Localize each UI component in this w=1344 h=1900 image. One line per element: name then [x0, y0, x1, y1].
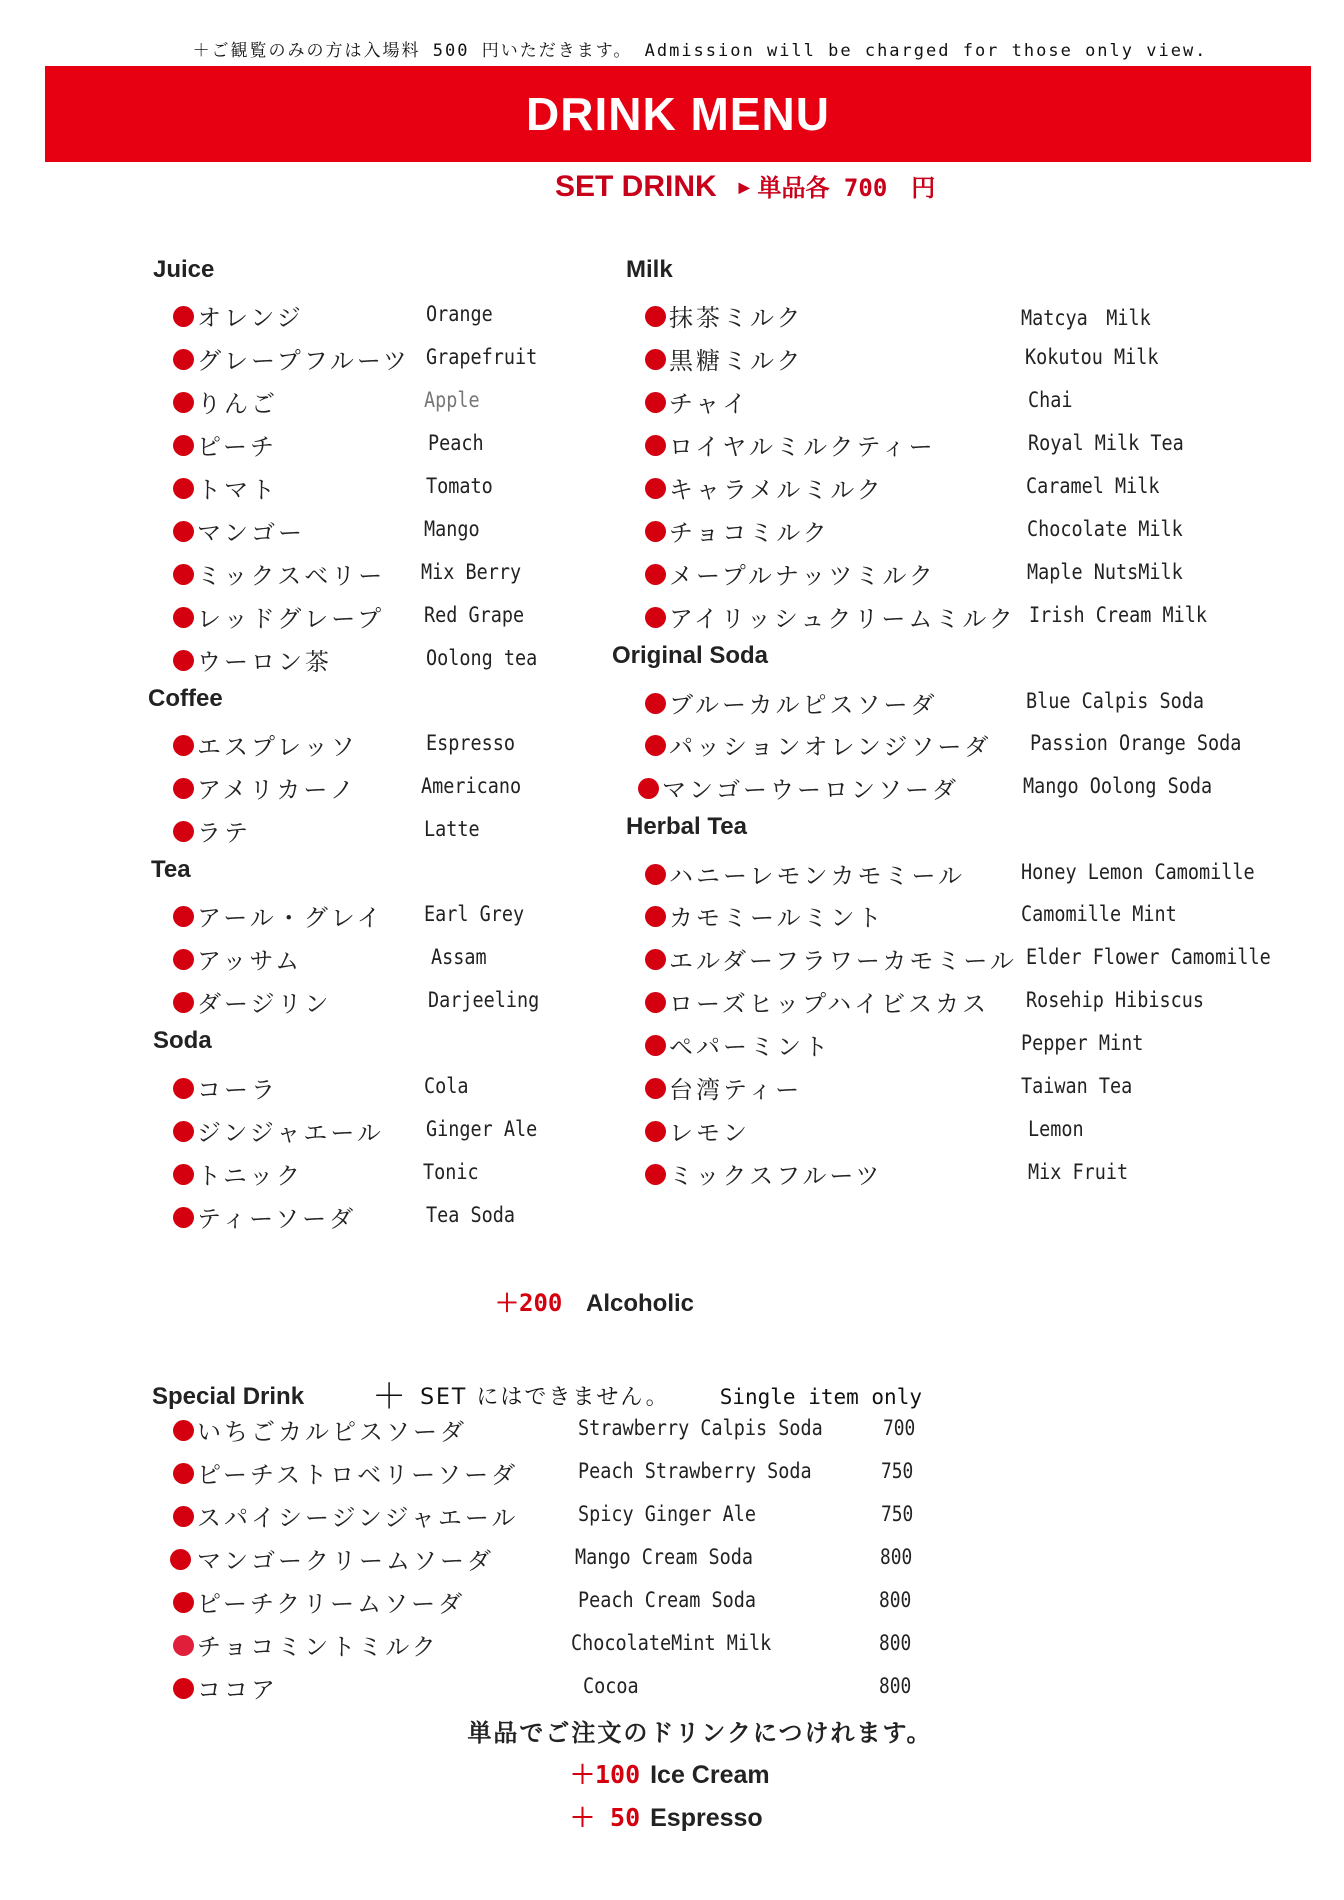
item-name-en: Spicy Ginger Ale: [578, 1502, 757, 1526]
bullet-dot-icon: [638, 778, 659, 799]
item-name-jp: ロイヤルミルクティー: [669, 433, 936, 461]
category-tea: Tea: [151, 856, 191, 883]
set-drink-label: SET DRINK: [555, 170, 717, 203]
item-name-jp: レッドグレープ: [197, 605, 385, 633]
bullet-dot-icon: [173, 478, 194, 499]
item-name-jp: ピーチ: [197, 433, 278, 461]
item-name-en: Peach Cream Soda: [578, 1588, 757, 1612]
category-juice: Juice: [153, 256, 215, 283]
bullet-dot-icon: [645, 1121, 666, 1142]
item-name-en: Tonic: [423, 1160, 479, 1184]
item-price: 800: [880, 1545, 913, 1569]
item-name-en: Americano: [421, 774, 522, 798]
item-name-en: Passion Orange Soda: [1030, 731, 1242, 755]
alcoholic-surcharge: [495, 1283, 694, 1318]
item-name-en: Taiwan Tea: [1021, 1074, 1133, 1098]
item-price: 800: [879, 1674, 912, 1698]
bullet-dot-icon: [173, 1207, 194, 1228]
bullet-dot-icon: [173, 1078, 194, 1099]
item-name-jp: ティーソーダ: [197, 1205, 357, 1233]
item-name-en: Latte: [424, 817, 480, 841]
category-milk: Milk: [626, 256, 673, 283]
item-name-en: Mix Fruit: [1028, 1160, 1129, 1184]
item-name-jp: ラテ: [197, 819, 251, 847]
special-drink-title: Special Drink: [152, 1383, 305, 1410]
menu-title-banner: [45, 66, 1311, 162]
item-name-jp: ピーチストロベリーソーダ: [197, 1461, 519, 1489]
item-name-en: Royal Milk Tea: [1028, 431, 1184, 455]
item-name-en: Apple: [424, 388, 480, 412]
item-name-jp: パッションオレンジソーダ: [669, 733, 992, 761]
item-name-en: Maple NutsMilk: [1027, 560, 1183, 584]
item-price: 800: [879, 1588, 912, 1612]
bullet-dot-icon: [173, 992, 194, 1013]
item-name-jp: アッサム: [197, 947, 303, 975]
item-name-jp: メープルナッツミルク: [669, 562, 936, 590]
item-name-en: Mango: [424, 517, 480, 541]
item-name-jp: エルダーフラワーカモミール: [669, 947, 1017, 975]
bullet-dot-icon: [645, 906, 666, 927]
bullet-dot-icon: [173, 521, 194, 542]
bullet-dot-icon: [645, 735, 666, 756]
item-name-jp: いちごカルピスソーダ: [197, 1418, 467, 1446]
item-price: 700: [883, 1416, 916, 1440]
item-name-en: Tea Soda: [426, 1203, 516, 1227]
bullet-dot-icon: [173, 392, 194, 413]
item-name-en: Orange: [426, 302, 493, 326]
item-price: 800: [879, 1631, 912, 1655]
bullet-dot-icon: [170, 1549, 191, 1570]
bullet-dot-icon: [173, 1121, 194, 1142]
bullet-dot-icon: [645, 864, 666, 885]
item-name-jp: アメリカーノ: [197, 776, 357, 804]
item-name-jp: 黒糖ミルク: [669, 347, 804, 375]
item-name-jp: ペパーミント: [669, 1033, 831, 1061]
menu-title: DRINK MENU: [526, 88, 830, 140]
item-name-jp: チョコミルク: [669, 519, 830, 547]
item-name-en: Blue Calpis Soda: [1026, 689, 1205, 713]
item-name-en: Lemon: [1028, 1117, 1084, 1141]
special-drink-header: [152, 1369, 922, 1418]
item-name-en: Chocolate Milk: [1027, 517, 1183, 541]
alcoholic-price: ＋200: [495, 1289, 563, 1317]
item-price: 750: [881, 1502, 914, 1526]
item-name-jp: チャイ: [669, 390, 750, 418]
bullet-dot-icon: [173, 1463, 194, 1484]
item-name-en: Mango Cream Soda: [575, 1545, 754, 1569]
bullet-dot-icon: [173, 607, 194, 628]
item-name-en: Rosehip Hibiscus: [1026, 988, 1205, 1012]
bullet-dot-icon: [173, 1592, 194, 1613]
item-name-jp: チョコミントミルク: [197, 1633, 439, 1661]
item-name-jp: 抹茶ミルク: [669, 304, 804, 332]
item-name-jp: グレープフルーツ: [197, 347, 410, 375]
addon-price: ＋ 50: [570, 1803, 641, 1832]
item-name-en: Peach: [428, 431, 484, 455]
item-name-en: ChocolateMint Milk: [571, 1631, 772, 1655]
addon-item: [570, 1798, 763, 1834]
item-name-en: Espresso: [426, 731, 516, 755]
item-name-jp: エスプレッソ: [197, 733, 358, 761]
bullet-dot-icon: [645, 521, 666, 542]
bullet-dot-icon: [645, 607, 666, 628]
bullet-dot-icon: [173, 1678, 194, 1699]
item-name-jp: レモン: [669, 1119, 750, 1147]
item-price: 750: [881, 1459, 914, 1483]
bullet-dot-icon: [173, 650, 194, 671]
addon-label: Espresso: [650, 1804, 763, 1832]
item-name-en: Assam: [431, 945, 487, 969]
item-name-jp: ダージリン: [197, 990, 332, 1018]
item-name-en: Cola: [424, 1074, 469, 1098]
item-name-jp: マンゴーウーロンソーダ: [662, 776, 959, 804]
bullet-dot-icon: [173, 735, 194, 756]
item-name-en: Kokutou Milk: [1025, 345, 1159, 369]
item-name-en: Peach Strawberry Soda: [578, 1459, 812, 1483]
item-name-en: Honey Lemon Camomille: [1021, 860, 1255, 884]
bullet-dot-icon: [645, 349, 666, 370]
item-name-jp: アール・グレイ: [197, 904, 384, 932]
category-coffee: Coffee: [148, 685, 223, 712]
item-name-en: Ginger Ale: [426, 1117, 538, 1141]
alcoholic-label: Alcoholic: [586, 1290, 695, 1317]
bullet-dot-icon: [173, 435, 194, 456]
item-name-jp: ミックスベリー: [197, 562, 386, 590]
item-name-en: Pepper Mint: [1021, 1031, 1144, 1055]
item-name-en: Chai: [1028, 388, 1073, 412]
item-name-en: Red Grape: [424, 603, 525, 627]
item-name-jp: 台湾ティー: [669, 1076, 803, 1104]
item-name-jp: りんご: [197, 390, 278, 418]
bullet-dot-icon: [645, 564, 666, 585]
item-name-jp: トマト: [197, 476, 278, 504]
bullet-dot-icon: [173, 1506, 194, 1527]
bullet-dot-icon: [173, 1420, 194, 1441]
item-name-jp: ローズヒップハイビスカス: [669, 990, 990, 1018]
item-name-jp: ハニーレモンカモミール: [669, 862, 966, 890]
admission-notice: ＋ご観覧のみの方は入場料 500 円いただきます。 Admission will be charged for those only view.: [192, 41, 1208, 61]
item-name-en: Elder Flower Camomille: [1026, 945, 1271, 969]
item-name-en: Caramel Milk: [1026, 474, 1160, 498]
item-name-jp: ミックスフルーツ: [669, 1162, 883, 1190]
bullet-dot-icon: [645, 1035, 666, 1056]
single-item-note: Single item only: [719, 1385, 922, 1409]
bullet-dot-icon: [173, 821, 194, 842]
item-name-en: Grapefruit: [426, 345, 538, 369]
special-note: SET にはできません。: [420, 1385, 670, 1410]
item-name-jp: アイリッシュクリームミルク: [669, 605, 1016, 633]
bullet-dot-icon: [173, 564, 194, 585]
item-name-jp: ココア: [197, 1676, 278, 1704]
bullet-dot-icon: [645, 478, 666, 499]
item-name-jp: ウーロン茶: [197, 648, 332, 676]
bullet-dot-icon: [173, 1164, 194, 1185]
addon-note: 単品でご注文のドリンクにつけれます。: [467, 1719, 933, 1747]
bullet-dot-icon: [645, 693, 666, 714]
item-name-en: Strawberry Calpis Soda: [578, 1416, 823, 1440]
item-name-jp: トニック: [197, 1162, 304, 1190]
bullet-dot-icon: [173, 306, 194, 327]
addon-price: ＋100: [570, 1760, 641, 1789]
addon-item: [570, 1755, 770, 1791]
item-name-en: Earl Grey: [424, 902, 525, 926]
item-name-en: Camomille Mint: [1021, 902, 1177, 926]
item-name-jp: マンゴー: [197, 519, 305, 547]
item-name-jp: カモミールミント: [669, 904, 885, 932]
item-name-en: Matcya Milk: [1021, 306, 1151, 330]
item-name-jp: コーラ: [197, 1076, 278, 1104]
addon-label: Ice Cream: [650, 1761, 770, 1789]
item-name-en: Cocoa: [583, 1674, 639, 1698]
bullet-dot-icon: [173, 1635, 194, 1656]
bullet-dot-icon: [645, 1164, 666, 1185]
item-name-jp: スパイシージンジャエール: [197, 1504, 519, 1532]
category-herbal-tea: Herbal Tea: [626, 813, 747, 840]
bullet-dot-icon: [645, 306, 666, 327]
category-soda: Soda: [153, 1027, 212, 1054]
bullet-dot-icon: [645, 949, 666, 970]
bullet-dot-icon: [645, 1078, 666, 1099]
item-name-en: Irish Cream Milk: [1029, 603, 1208, 627]
set-drink-price: 単品各 700 円: [757, 174, 936, 202]
item-name-en: Darjeeling: [428, 988, 540, 1012]
bullet-dot-icon: [173, 778, 194, 799]
item-name-en: Tomato: [426, 474, 493, 498]
item-name-jp: マンゴークリームソーダ: [197, 1547, 494, 1575]
triangle-arrow-icon: ▶: [738, 179, 750, 195]
item-name-en: Mix Berry: [421, 560, 522, 584]
item-name-jp: ピーチクリームソーダ: [197, 1590, 466, 1618]
item-name-en: Oolong tea: [426, 646, 538, 670]
bullet-dot-icon: [645, 392, 666, 413]
bullet-dot-icon: [645, 992, 666, 1013]
item-name-jp: オレンジ: [197, 304, 304, 332]
category-original-soda: Original Soda: [612, 642, 769, 669]
bullet-dot-icon: [173, 349, 194, 370]
plus-icon: ＋: [372, 1377, 407, 1417]
item-name-en: Mango Oolong Soda: [1023, 774, 1213, 798]
item-name-jp: ブルーカルピスソーダ: [669, 691, 938, 719]
bullet-dot-icon: [645, 435, 666, 456]
set-drink-header: [555, 168, 935, 204]
bullet-dot-icon: [173, 906, 194, 927]
item-name-jp: キャラメルミルク: [669, 476, 884, 504]
item-name-jp: ジンジャエール: [197, 1119, 384, 1147]
bullet-dot-icon: [173, 949, 194, 970]
